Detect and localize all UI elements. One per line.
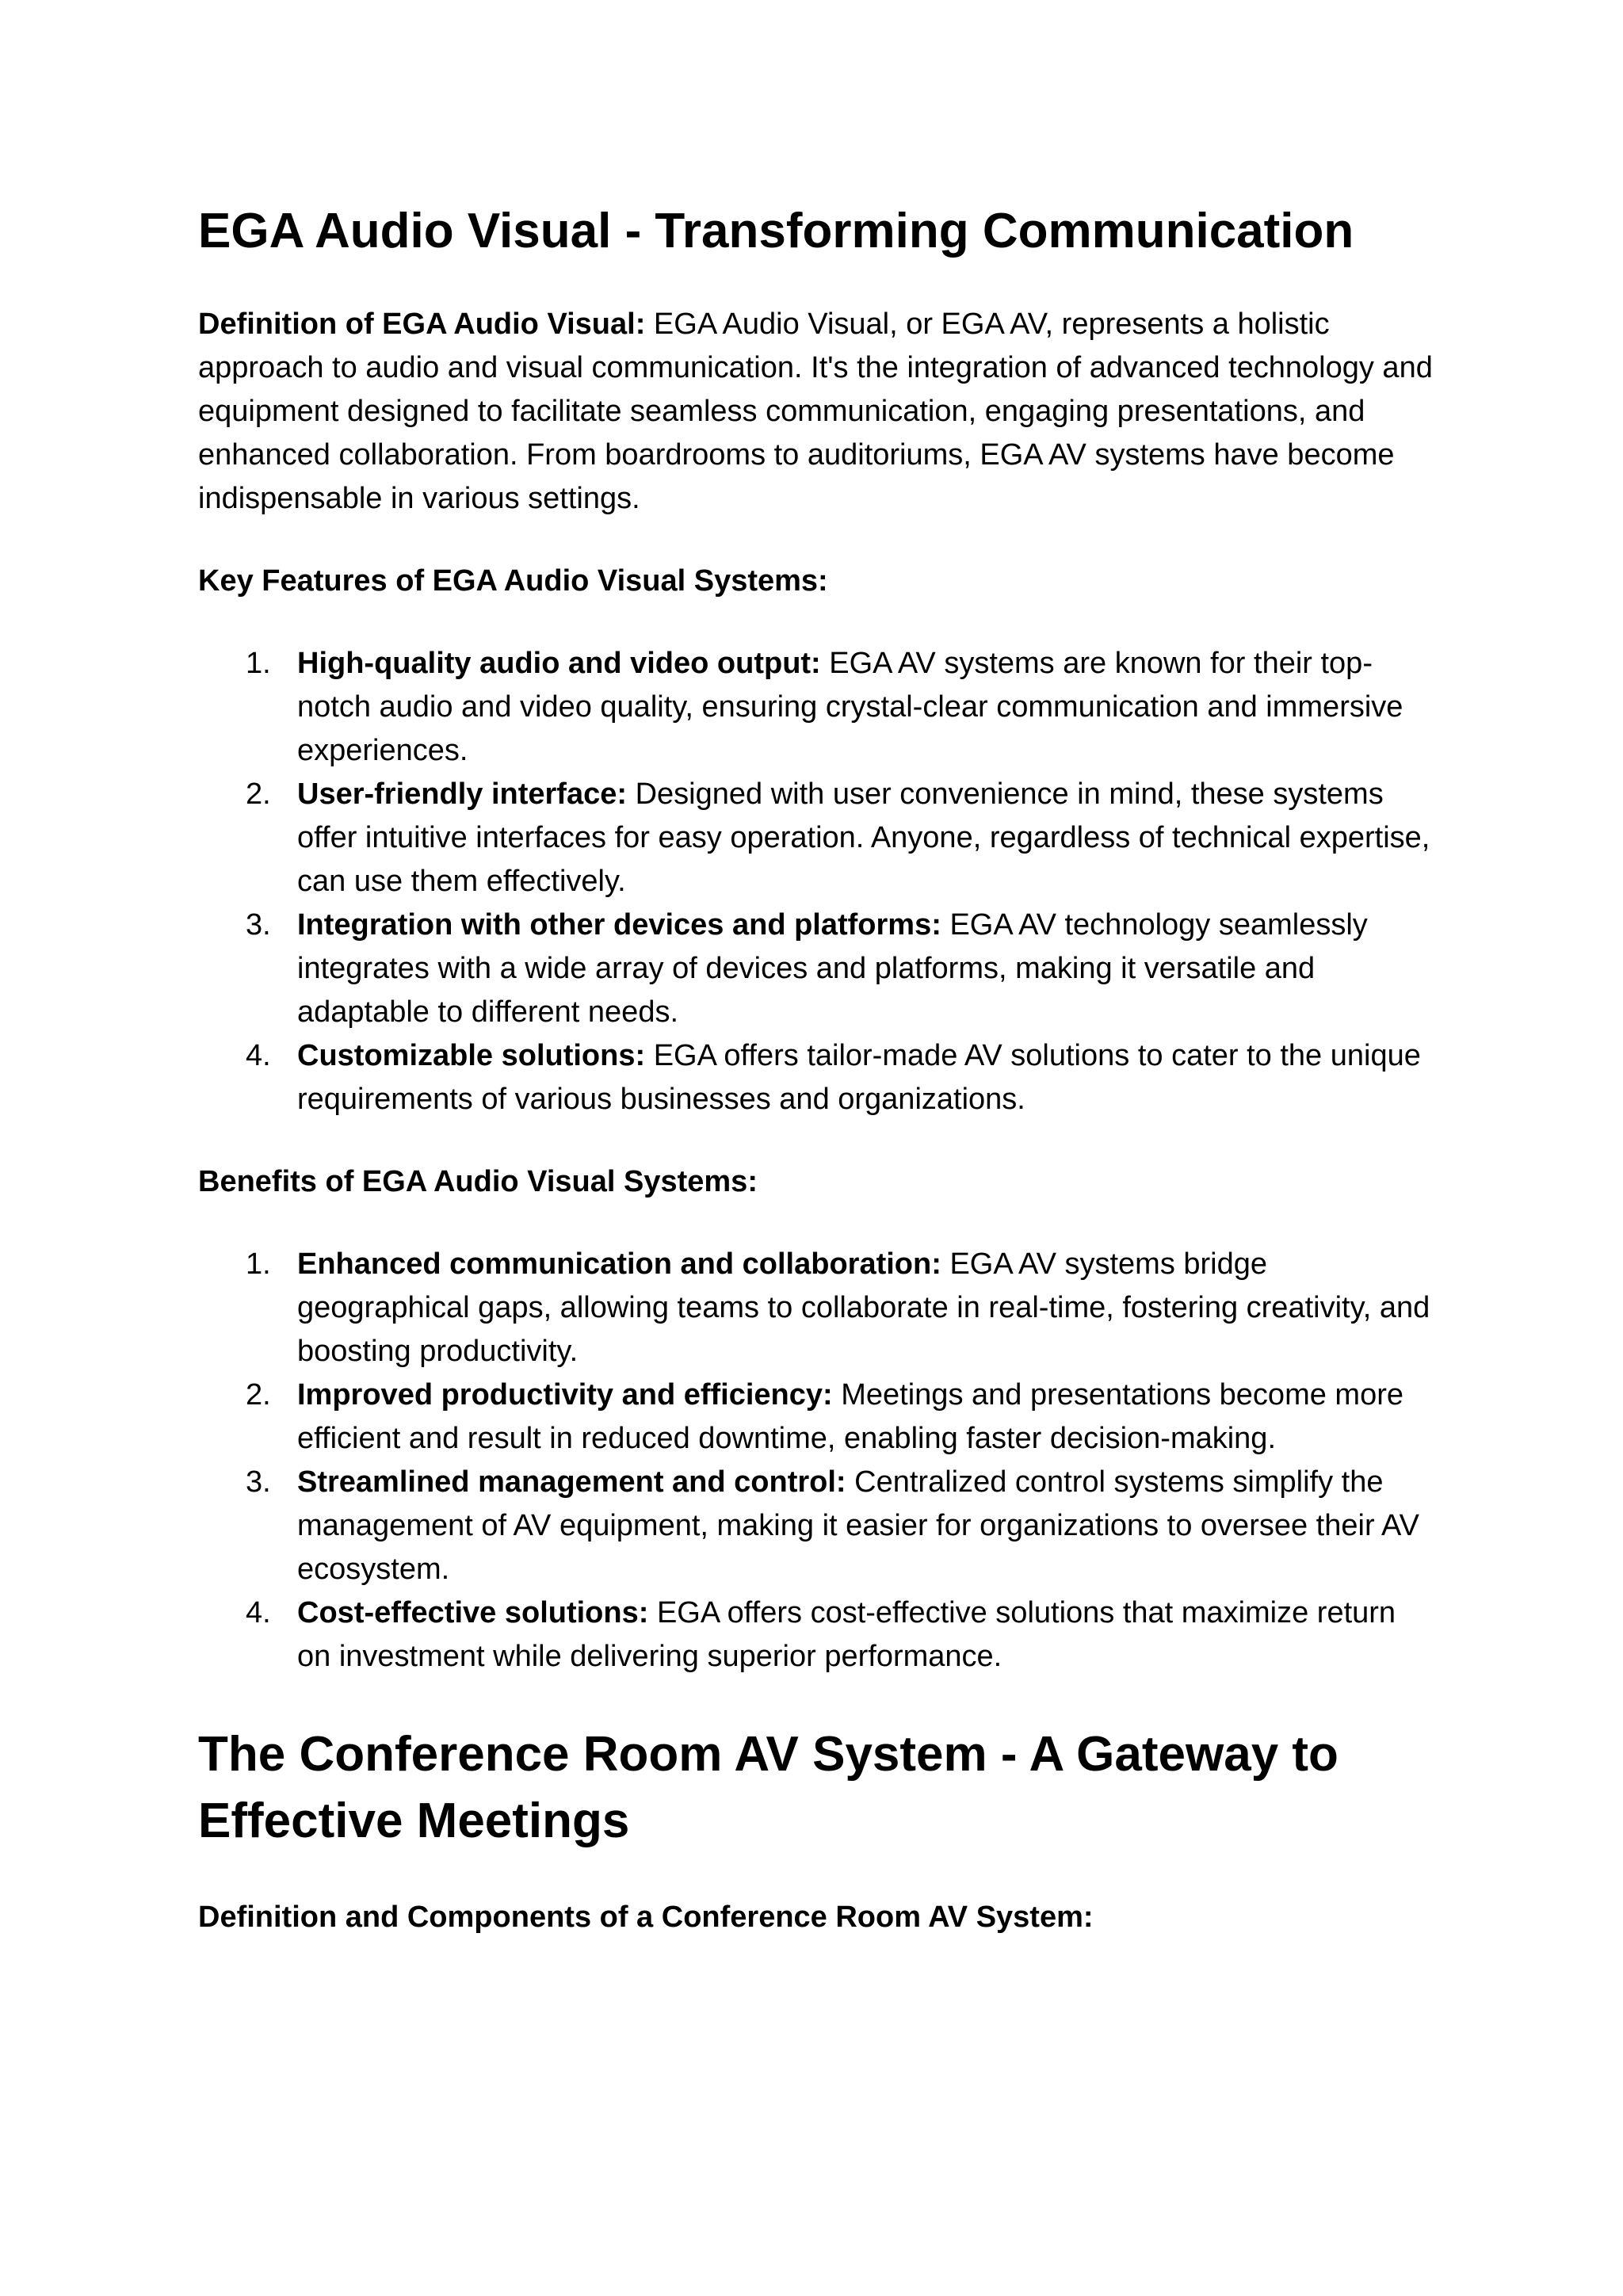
list-number: 3.	[246, 908, 271, 942]
list-item-label: Streamlined management and control:	[297, 1465, 846, 1499]
list-item-label: Cost-effective solutions:	[297, 1596, 649, 1629]
list-item-label: Customizable solutions:	[297, 1039, 646, 1072]
list-item-label: High-quality audio and video output:	[297, 647, 821, 680]
list-number: 4.	[246, 1039, 271, 1072]
list-item-label: User-friendly interface:	[297, 777, 628, 811]
list-item	[198, 904, 1434, 1034]
list-number: 2.	[246, 1378, 271, 1412]
benefits-heading: Benefits of EGA Audio Visual Systems:	[198, 1165, 758, 1198]
list-item-text: EGA AV systems are known for their top-notch audio and video quality, ensuring crystal-clear communication and immersive experiences.	[297, 647, 1403, 767]
section-title-ega-audio-visual: EGA Audio Visual - Transforming Communication	[198, 204, 1354, 258]
list-number: 3.	[246, 1465, 271, 1499]
list-item-text: EGA AV technology seamlessly integrates with a wide array of devices and platforms, making it versatile and adaptable to different needs.	[297, 908, 1368, 1029]
key-features-list	[198, 642, 1434, 1121]
list-item-label: Improved productivity and efficiency:	[297, 1378, 833, 1412]
list-item-text: Meetings and presentations become more efficient and result in reduced downtime, enabling faster decision-making.	[297, 1378, 1403, 1455]
list-item	[198, 1591, 1434, 1679]
list-item-label: Enhanced communication and collaboration:	[297, 1247, 941, 1281]
list-item-text: EGA offers tailor-made AV solutions to cater to the unique requirements of various businesses and organizations.	[297, 1039, 1421, 1116]
section-title-conference-room: The Conference Room AV System - A Gateway to Effective Meetings	[198, 1727, 1338, 1848]
definition-label: Definition of EGA Audio Visual:	[198, 308, 646, 341]
list-item-text: Centralized control systems simplify the management of AV equipment, making it easier for organizations to oversee their AV ecosystem.	[297, 1465, 1419, 1586]
list-item	[198, 1034, 1434, 1121]
list-item	[198, 1373, 1434, 1461]
key-features-heading: Key Features of EGA Audio Visual Systems:	[198, 564, 828, 598]
list-number: 2.	[246, 777, 271, 811]
list-item-label: Integration with other devices and platforms:	[297, 908, 941, 942]
list-number: 1.	[246, 1247, 271, 1281]
list-number: 4.	[246, 1596, 271, 1629]
list-item	[198, 1243, 1434, 1373]
list-item	[198, 773, 1434, 904]
list-number: 1.	[246, 647, 271, 680]
list-item-text: EGA AV systems bridge geographical gaps, allowing teams to collaborate in real-time, fostering creativity, and boosting productivity.	[297, 1247, 1430, 1368]
list-item	[198, 642, 1434, 773]
definition-text: EGA Audio Visual, or EGA AV, represents a holistic approach to audio and visual communication. It's the integration of advanced technology and equipment designed to facilitate seamless communication, engaging presentations, and enhanced collaboration. From boardrooms to auditoriums, EGA AV systems have become indispensable in various settings.	[198, 308, 1433, 515]
conference-room-definition-heading: Definition and Components of a Conference Room AV System:	[198, 1901, 1094, 1934]
list-item-text: Designed with user convenience in mind, these systems offer intuitive interfaces for easy operation. Anyone, regardless of technical expertise, can use them effectively.	[297, 777, 1430, 898]
list-item	[198, 1461, 1434, 1591]
document-page	[198, 198, 1434, 1939]
benefits-list	[198, 1243, 1434, 1679]
definition-paragraph	[198, 303, 1434, 521]
list-item-text: EGA offers cost-effective solutions that maximize return on investment while delivering superior performance.	[297, 1596, 1396, 1673]
